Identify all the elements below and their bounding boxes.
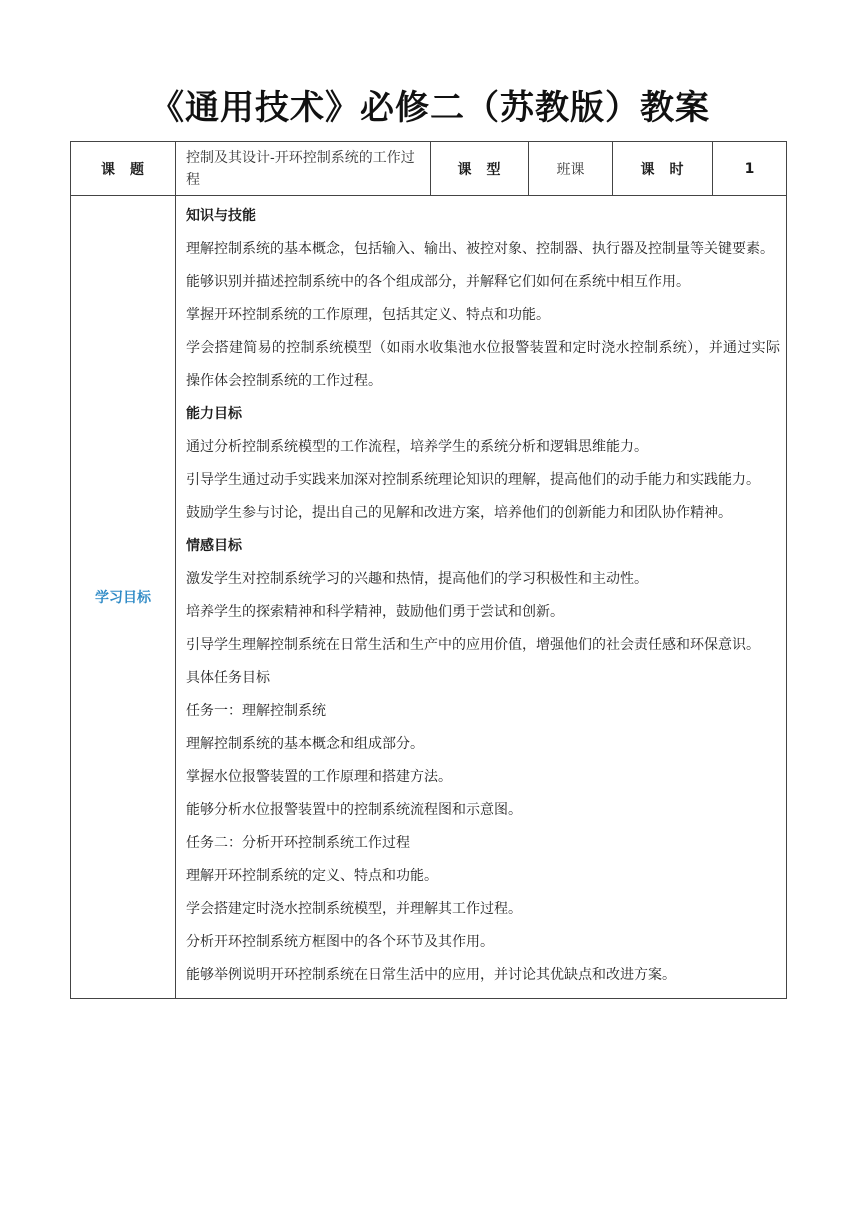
knowledge-item: 理解控制系统的基本概念，包括输入、输出、被控对象、控制器、执行器及控制量等关键要素。 xyxy=(186,241,774,257)
ability-item: 通过分析控制系统模型的工作流程，培养学生的系统分析和逻辑思维能力。 xyxy=(186,439,648,455)
objectives-content xyxy=(176,196,787,999)
task1-title: 任务一：理解控制系统 xyxy=(186,703,326,719)
lesson-plan-table xyxy=(70,141,787,999)
objectives-label: 学习目标 xyxy=(71,196,176,999)
task2-item: 能够举例说明开环控制系统在日常生活中的应用，并讨论其优缺点和改进方案。 xyxy=(186,967,676,983)
task2-item: 学会搭建定时浇水控制系统模型，并理解其工作过程。 xyxy=(186,901,522,917)
hours-label: 课 时 xyxy=(613,142,713,196)
tasks-heading: 具体任务目标 xyxy=(186,670,270,686)
emotion-item: 培养学生的探索精神和科学精神，鼓励他们勇于尝试和创新。 xyxy=(186,604,564,620)
knowledge-item: 学会搭建简易的控制系统模型（如雨水收集池水位报警装置和定时浇水控制系统），并通过实际操作体会控制系统的工作过程。 xyxy=(186,340,780,389)
document-title: 《通用技术》必修二（苏教版）教案 xyxy=(150,88,710,128)
task2-item: 理解开环控制系统的定义、特点和功能。 xyxy=(186,868,438,884)
knowledge-item: 能够识别并描述控制系统中的各个组成部分，并解释它们如何在系统中相互作用。 xyxy=(186,274,690,290)
emotion-heading: 情感目标 xyxy=(186,538,242,554)
knowledge-heading: 知识与技能 xyxy=(186,208,256,224)
type-label: 课 型 xyxy=(431,142,529,196)
ability-item: 引导学生通过动手实践来加深对控制系统理论知识的理解，提高他们的动手能力和实践能力。 xyxy=(186,472,760,488)
task2-item: 分析开环控制系统方框图中的各个环节及其作用。 xyxy=(186,934,494,950)
task1-item: 掌握水位报警装置的工作原理和搭建方法。 xyxy=(186,769,452,785)
knowledge-item: 掌握开环控制系统的工作原理，包括其定义、特点和功能。 xyxy=(186,307,550,323)
type-value: 班课 xyxy=(529,142,613,196)
emotion-item: 引导学生理解控制系统在日常生活和生产中的应用价值，增强他们的社会责任感和环保意识。 xyxy=(186,637,760,653)
ability-heading: 能力目标 xyxy=(186,406,242,422)
emotion-item: 激发学生对控制系统学习的兴趣和热情，提高他们的学习积极性和主动性。 xyxy=(186,571,648,587)
task1-item: 理解控制系统的基本概念和组成部分。 xyxy=(186,736,424,752)
topic-label: 课 题 xyxy=(71,142,176,196)
objectives-row xyxy=(71,196,787,999)
task1-item: 能够分析水位报警装置中的控制系统流程图和示意图。 xyxy=(186,802,522,818)
header-row xyxy=(71,142,787,196)
task2-title: 任务二：分析开环控制系统工作过程 xyxy=(186,835,410,851)
topic-value: 控制及其设计-开环控制系统的工作过程 xyxy=(176,142,431,196)
hours-value: 1 xyxy=(713,142,787,196)
ability-item: 鼓励学生参与讨论，提出自己的见解和改进方案，培养他们的创新能力和团队协作精神。 xyxy=(186,505,732,521)
